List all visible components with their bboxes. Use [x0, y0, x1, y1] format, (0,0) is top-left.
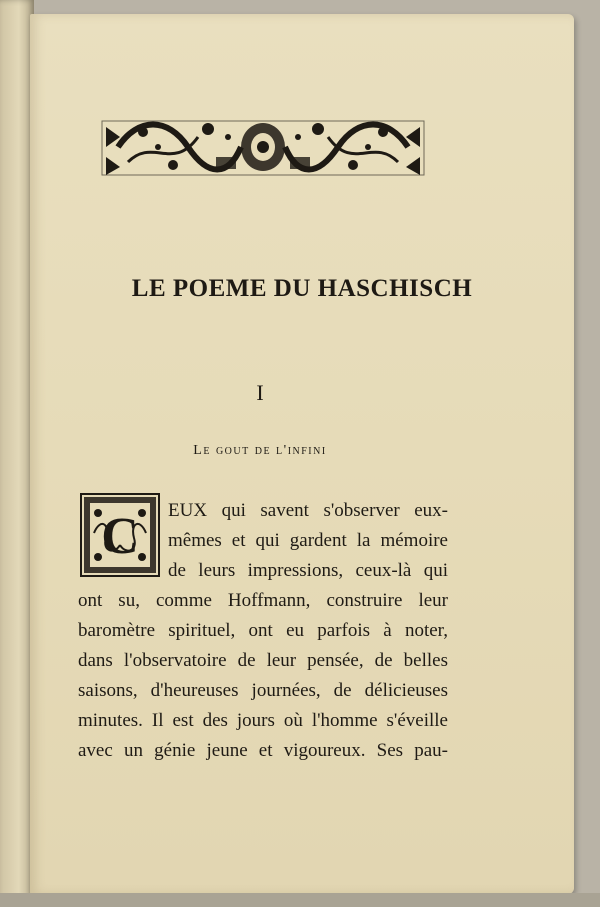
- chapter-title: Le gout de l'infini: [193, 443, 327, 458]
- text-line: de leurs impressions, ceux-là qui: [168, 560, 448, 581]
- text-line: mêmes et qui gardent la mémoire: [168, 530, 448, 551]
- text-line: EUX qui savent s'observer eux-: [168, 500, 448, 521]
- ornamental-headpiece: [98, 107, 428, 187]
- text-line: baromètre spirituel, ont eu parfois à noter,: [78, 620, 448, 641]
- text-line: minutes. Il est des jours où l'homme s'éveille: [78, 710, 448, 731]
- page-title: LE POEME DU HASCHISCH: [131, 275, 473, 302]
- table-surface: [0, 893, 600, 907]
- text-line: ont su, comme Hoffmann, construire leur: [78, 590, 448, 611]
- text-line: saisons, d'heureuses journées, de délicieuses: [78, 680, 448, 701]
- text-line: dans l'observatoire de leur pensée, de belles: [78, 650, 448, 671]
- drop-cap-letter: C: [101, 508, 139, 565]
- facing-page-edge: [0, 0, 34, 907]
- decorated-drop-cap: [80, 493, 160, 577]
- text-line: avec un génie jeune et vigoureux. Ses pau-: [78, 740, 448, 761]
- chapter-number: I: [256, 380, 264, 405]
